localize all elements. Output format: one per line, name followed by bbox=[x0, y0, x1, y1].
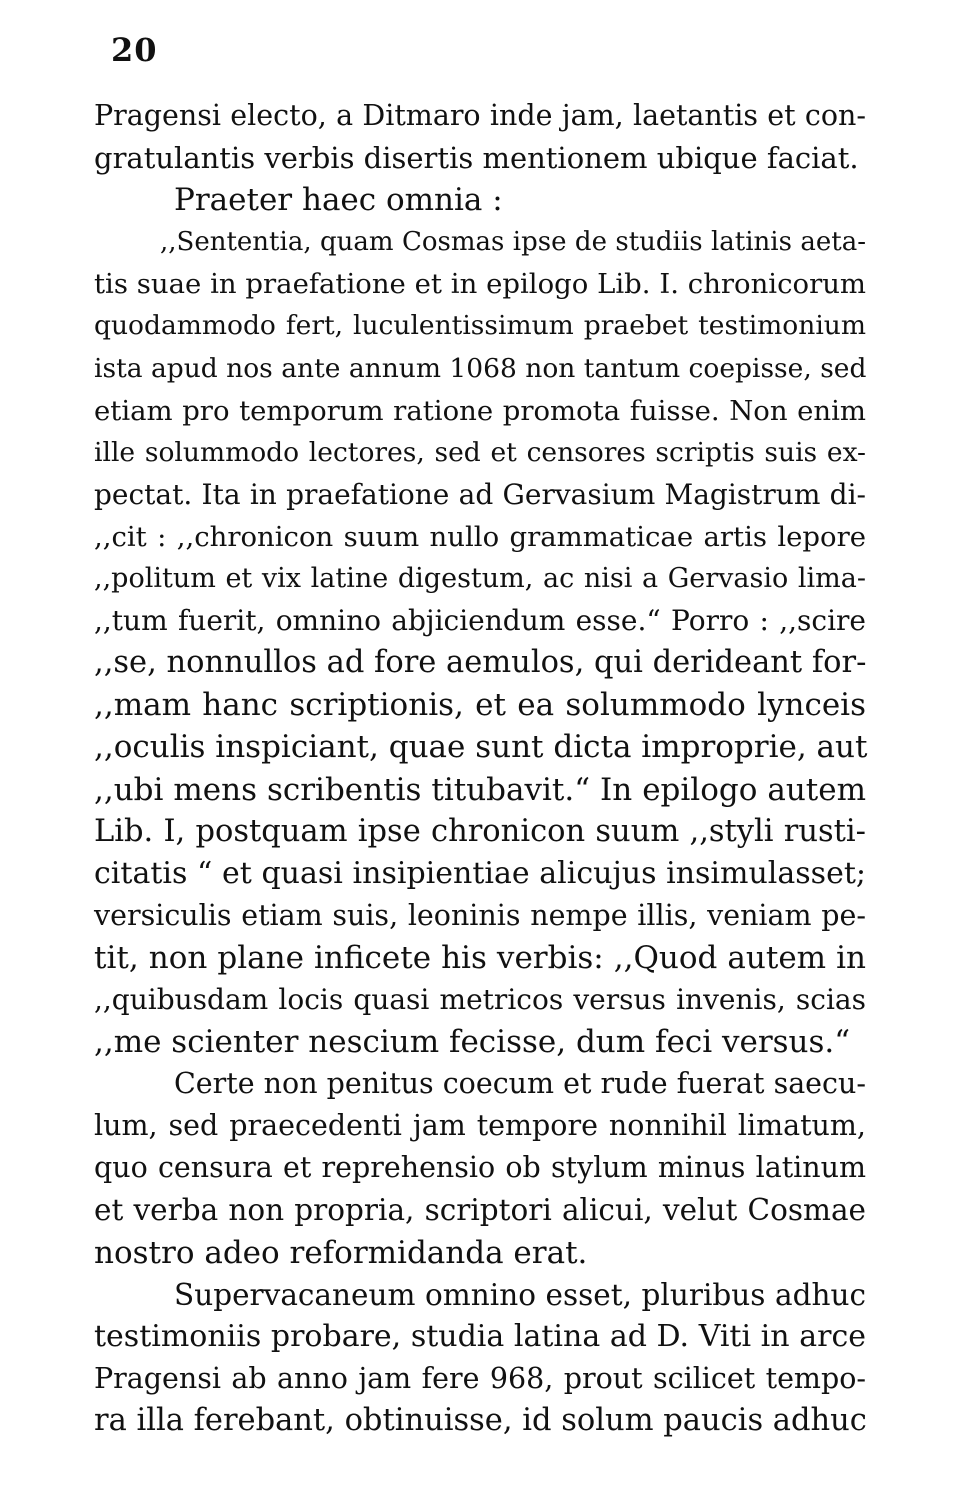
text-line: Praeter haec omnia : bbox=[174, 182, 503, 219]
page-number: 20 bbox=[111, 31, 158, 69]
text-line: ,,oculis inspiciant, quae sunt dicta improprie, aut bbox=[94, 729, 868, 766]
text-line: ista apud nos ante annum 1068 non tantum coepisse, sed bbox=[94, 352, 867, 384]
body-text bbox=[94, 95, 866, 1442]
text-line: quodammodo fert, luculentissimum praebet testimonium bbox=[94, 310, 866, 342]
text-line: nostro adeo reformidanda erat. bbox=[94, 1234, 588, 1271]
text-line: lum, sed praecedenti jam tempore nonnihil limatum, bbox=[94, 1109, 866, 1143]
text-line: ,,tum fuerit, omnino abjiciendum esse.“ Porro : ,,scire bbox=[94, 604, 866, 638]
text-line: ,,mam hanc scriptionis, et ea solummodo lynceis bbox=[94, 687, 866, 724]
text-line: gratulantis verbis disertis mentionem ubique faciat. bbox=[94, 141, 859, 176]
text-line: quo censura et reprehensio ob stylum minus latinum bbox=[94, 1151, 866, 1185]
text-line: Supervacaneum omnino esset, pluribus adhuc bbox=[174, 1277, 866, 1312]
text-line: ra illa ferebant, obtinuisse, id solum paucis adhuc bbox=[94, 1402, 867, 1438]
text-line: ,,ubi mens scribentis titubavit.“ In epilogo autem bbox=[94, 771, 866, 808]
text-line: Pragensi electo, a Ditmaro inde jam, laetantis et con- bbox=[94, 99, 866, 132]
text-line: ,,se, nonnullos ad fore aemulos, qui derideant for- bbox=[94, 645, 867, 681]
text-line: et verba non propria, scriptori alicui, velut Cosmae bbox=[94, 1193, 866, 1228]
text-line: citatis “ et quasi insipientiae alicujus insimulasset; bbox=[94, 855, 866, 891]
text-line: Lib. I, postquam ipse chronicon suum ,,styli rusti- bbox=[94, 813, 866, 849]
text-line: ,,me scienter nescium fecisse, dum feci versus.“ bbox=[94, 1024, 851, 1061]
text-line: Certe non penitus coecum et rude fuerat saecu- bbox=[174, 1067, 866, 1101]
text-line: ,,cit : ,,chronicon suum nullo grammaticae artis lepore bbox=[94, 520, 866, 553]
text-line: testimoniis probare, studia latina ad D. Viti in arce bbox=[94, 1318, 866, 1354]
text-line: Pragensi ab anno jam fere 968, prout scilicet tempo- bbox=[94, 1361, 866, 1395]
text-line: ,,politum et vix latine digestum, ac nisi a Gervasio lima- bbox=[94, 563, 866, 595]
text-line: ,,Sententia, quam Cosmas ipse de studiis latinis aeta- bbox=[160, 227, 866, 258]
text-line: versiculis etiam suis, leoninis nempe illis, veniam pe- bbox=[94, 898, 866, 932]
text-line: ille solummodo lectores, sed et censores scriptis suis ex- bbox=[94, 436, 866, 468]
text-line: etiam pro temporum ratione promota fuisse. Non enim bbox=[94, 394, 866, 427]
text-line: pectat. Ita in praefatione ad Gervasium Magistrum di- bbox=[94, 477, 866, 511]
text-line: tit, non plane inficete his verbis: ,,Quod autem in bbox=[94, 939, 866, 976]
text-line: tis suae in praefatione et in epilogo Lib. I. chronicorum bbox=[94, 268, 866, 301]
text-line: ,,quibusdam locis quasi metricos versus invenis, scias bbox=[94, 982, 866, 1016]
